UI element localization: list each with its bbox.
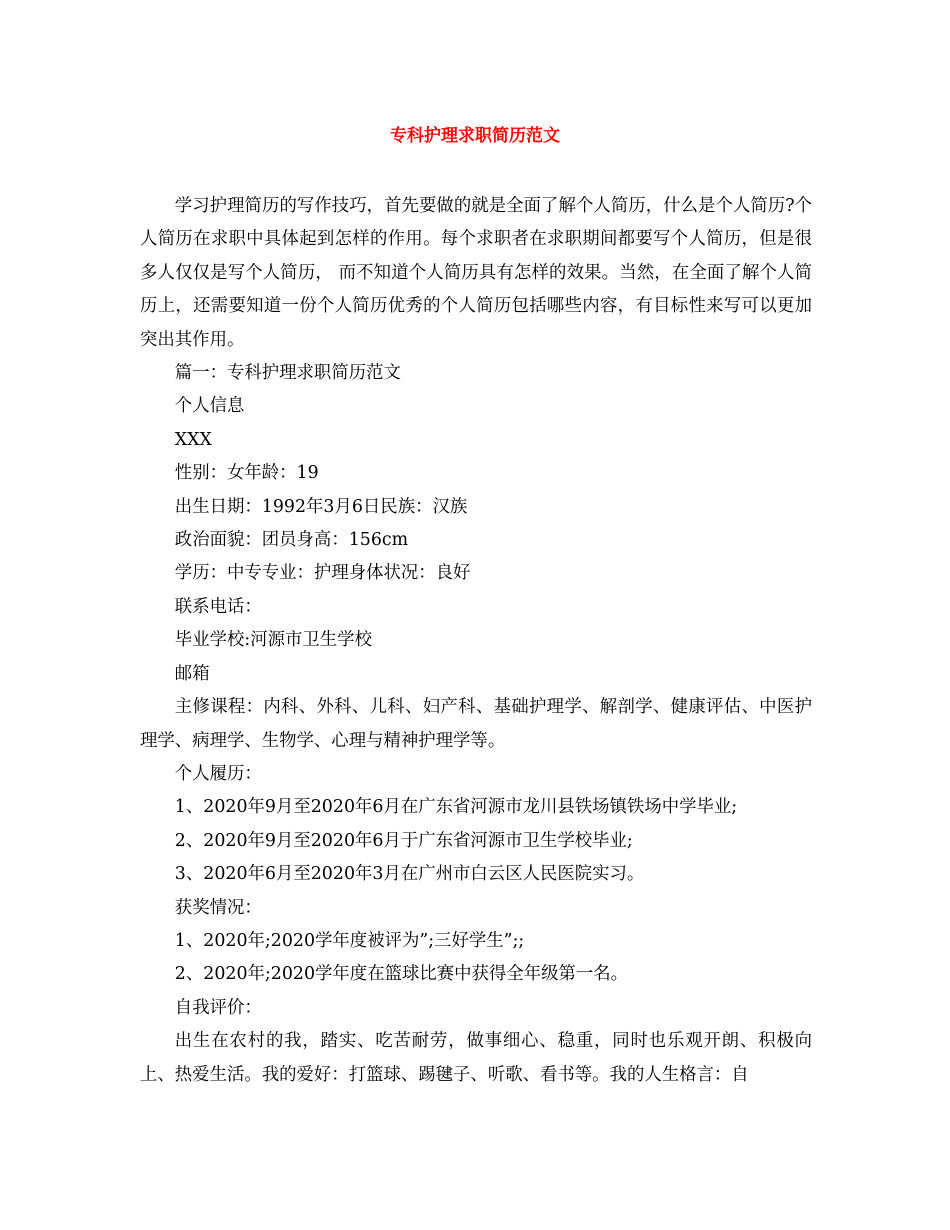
name-line: XXX [174,429,212,450]
politics-height-line: 政治面貌：团员身高：156cm [174,530,409,551]
document-title: 专科护理求职简历范文 [390,126,560,146]
self-eval-heading: 自我评价： [174,997,262,1018]
birth-ethnicity-line: 出生日期：1992年3月6日民族：汉族 [174,496,468,517]
award-item: 1、2020年;2020学年度被评为”;三好学生”;; [174,930,525,951]
award-item: 2、2020年;2020学年度在篮球比赛中获得全年级第一名。 [174,964,629,985]
gender-age-line: 性别：女年龄：19 [174,463,319,484]
school-line: 毕业学校:河源市卫生学校 [174,630,372,651]
education-line: 学历：中专专业：护理身体状况：良好 [174,563,471,584]
self-eval-paragraph: 出生在农村的我，踏实、吃苦耐劳，做事细心、稳重，同时也乐观开朗、积极向上、热爱生活。我的爱好：打篮球、踢毽子、听歌、看书等。我的人生格言：自 [140,1031,812,1085]
resume-item: 3、2020年6月至2020年3月在广州市白云区人民医院实习。 [174,864,645,885]
personal-info-heading: 个人信息 [174,396,245,417]
resume-item: 1、2020年9月至2020年6月在广东省河源市龙川县铁场镇铁场中学毕业; [174,797,738,818]
resume-item: 2、2020年9月至2020年6月于广东省河源市卫生学校毕业; [174,830,633,851]
phone-line: 联系电话： [174,596,262,617]
email-line: 邮箱 [174,663,210,684]
intro-paragraph: 学习护理简历的写作技巧，首先要做的就是全面了解个人简历，什么是个人简历?个人简历在求职中具体起到怎样的作用。每个求职者在求职期间都要写个人简历，但是很多人仅仅是写个人简历， 而不知道个人简历具有怎样的效果。当然，在全面了解个人简历上，还需要知道一份个人简历优秀的个人简历包括哪些内容，有目标性来写可以更加突出其作用。 [140,196,812,350]
awards-heading: 获奖情况： [174,897,262,918]
courses-paragraph: 主修课程：内科、外科、儿科、妇产科、基础护理学、解剖学、健康评估、中医护理学、病理学、生物学、心理与精神护理学等。 [140,697,812,751]
resume-heading: 个人履历： [174,763,262,784]
document-body [140,190,812,1092]
section-heading: 篇一：专科护理求职简历范文 [174,363,401,384]
